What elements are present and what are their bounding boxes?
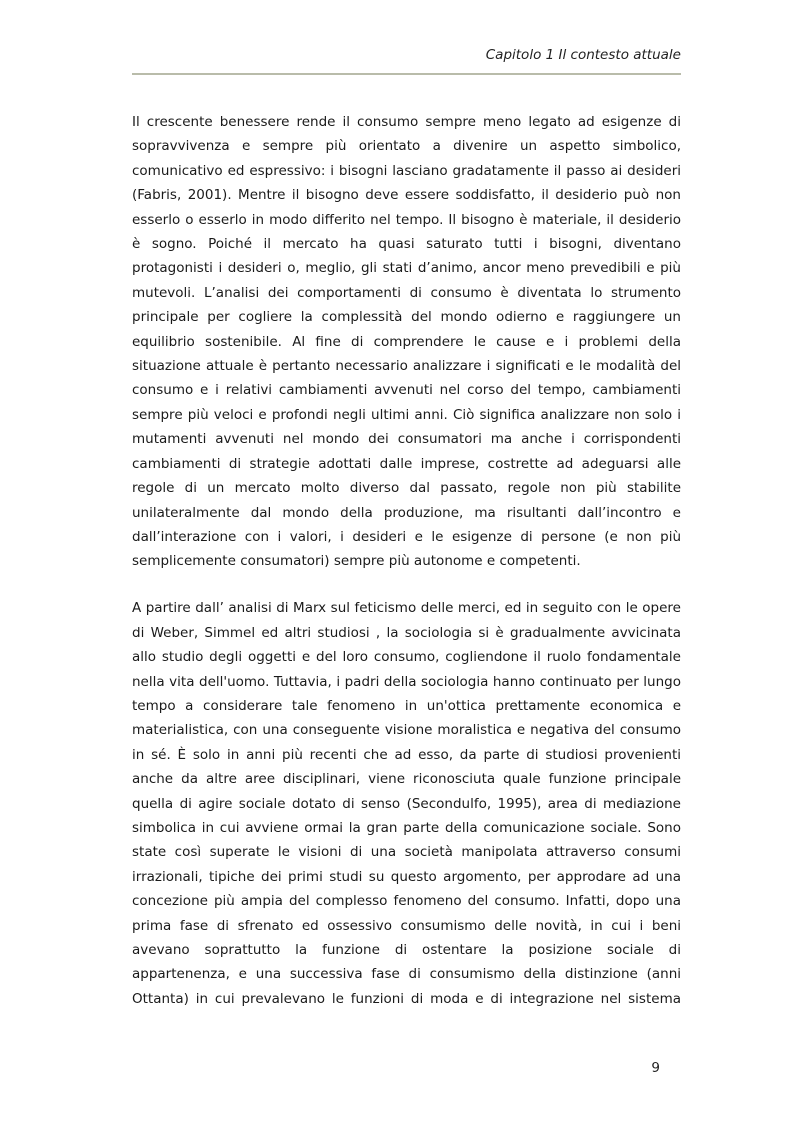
text-line: tempo a considerare tale fenomeno in un'ottica prettamente economica e (132, 697, 681, 714)
paragraph-spacer (132, 574, 681, 597)
body-text (132, 110, 681, 1011)
text-line: A partire dall’ analisi di Marx sul feticismo delle merci, ed in seguito con le opere (132, 600, 681, 617)
text-line: prima fase di sfrenato ed ossessivo consumismo delle novità, in cui i beni (132, 917, 681, 934)
text-line: comunicativo ed espressivo: i bisogni lasciano gradatamente il passo ai desideri (132, 162, 681, 179)
paragraph-2 (132, 596, 681, 1011)
text-line: appartenenza, e una successiva fase di consumismo della distinzione (anni (132, 966, 681, 983)
text-line: sempre più veloci e profondi negli ultimi anni. Ciò significa analizzare non solo i (132, 406, 681, 423)
text-line: sopravvivenza e sempre più orientato a divenire un aspetto simbolico, (132, 138, 681, 155)
text-line: situazione attuale è pertanto necessario analizzare i significati e le modalità del (132, 358, 681, 375)
text-line: materialistica, con una conseguente visione moralistica e negativa del consumo (132, 722, 681, 739)
text-line: Il crescente benessere rende il consumo sempre meno legato ad esigenze di (132, 114, 681, 130)
text-line: in sé. È solo in anni più recenti che ad esso, da parte di studiosi provenienti (132, 746, 681, 763)
text-line: avevano soprattutto la funzione di ostentare la posizione sociale di (132, 942, 681, 958)
text-line: simbolica in cui avviene ormai la gran parte della comunicazione sociale. Sono (132, 819, 681, 836)
text-line: Ottanta) in cui prevalevano le funzioni di moda e di integrazione nel sistema (132, 990, 681, 1007)
text-line: principale per cogliere la complessità del mondo odierno e raggiungere un (132, 309, 681, 326)
running-header-title: Capitolo 1 Il contesto attuale (485, 47, 681, 63)
text-line: concezione più ampia del complesso fenomeno del consumo. Infatti, dopo una (132, 893, 681, 910)
text-line: regole di un mercato molto diverso dal passato, regole non più stabilite (132, 480, 681, 497)
text-line: unilateralmente dal mondo della produzione, ma risultanti dall’incontro e (132, 504, 681, 521)
text-line: semplicemente consumatori) sempre più autonome e competenti. (132, 553, 581, 570)
text-line: (Fabris, 2001). Mentre il bisogno deve essere soddisfatto, il desiderio può non (132, 187, 681, 204)
text-line: consumo e i relativi cambiamenti avvenuti nel corso del tempo, cambiamenti (132, 382, 681, 399)
text-line: equilibrio sostenibile. Al fine di comprendere le cause e i problemi della (132, 333, 681, 350)
text-line: mutamenti avvenuti nel mondo dei consumatori ma anche i corrispondenti (132, 431, 681, 448)
text-line: esserlo o esserlo in modo differito nel tempo. Il bisogno è materiale, il desiderio (132, 211, 681, 228)
text-line: dall’interazione con i valori, i desideri e le esigenze di persone (e non più (132, 528, 681, 545)
text-line: di Weber, Simmel ed altri studiosi , la sociologia si è gradualmente avvicinata (132, 624, 681, 641)
text-line: anche da altre aree disciplinari, viene riconosciuta quale funzione principale (132, 771, 681, 788)
text-line: irrazionali, tipiche dei primi studi su questo argomento, per approdare ad una (132, 868, 681, 885)
text-line: nella vita dell'uomo. Tuttavia, i padri della sociologia hanno continuato per lungo (132, 673, 681, 690)
text-line: cambiamenti di strategie adottati dalle imprese, costrette ad adeguarsi alle (132, 455, 681, 472)
text-line: mutevoli. L’analisi dei comportamenti di consumo è diventata lo strumento (132, 284, 681, 301)
header-divider (132, 73, 681, 75)
paragraph-1 (132, 110, 681, 574)
text-line: allo studio degli oggetti e del loro consumo, cogliendone il ruolo fondamentale (132, 649, 681, 666)
text-line: quella di agire sociale dotato di senso (Secondulfo, 1995), area di mediazione (132, 795, 681, 812)
text-line: è sogno. Poiché il mercato ha quasi saturato tutti i bisogni, diventano (132, 236, 681, 253)
page-number: 9 (651, 1060, 660, 1076)
text-line: protagonisti i desideri o, meglio, gli stati d’animo, ancor meno prevedibili e più (132, 260, 681, 277)
text-line: state così superate le visioni di una società manipolata attraverso consumi (132, 844, 681, 861)
